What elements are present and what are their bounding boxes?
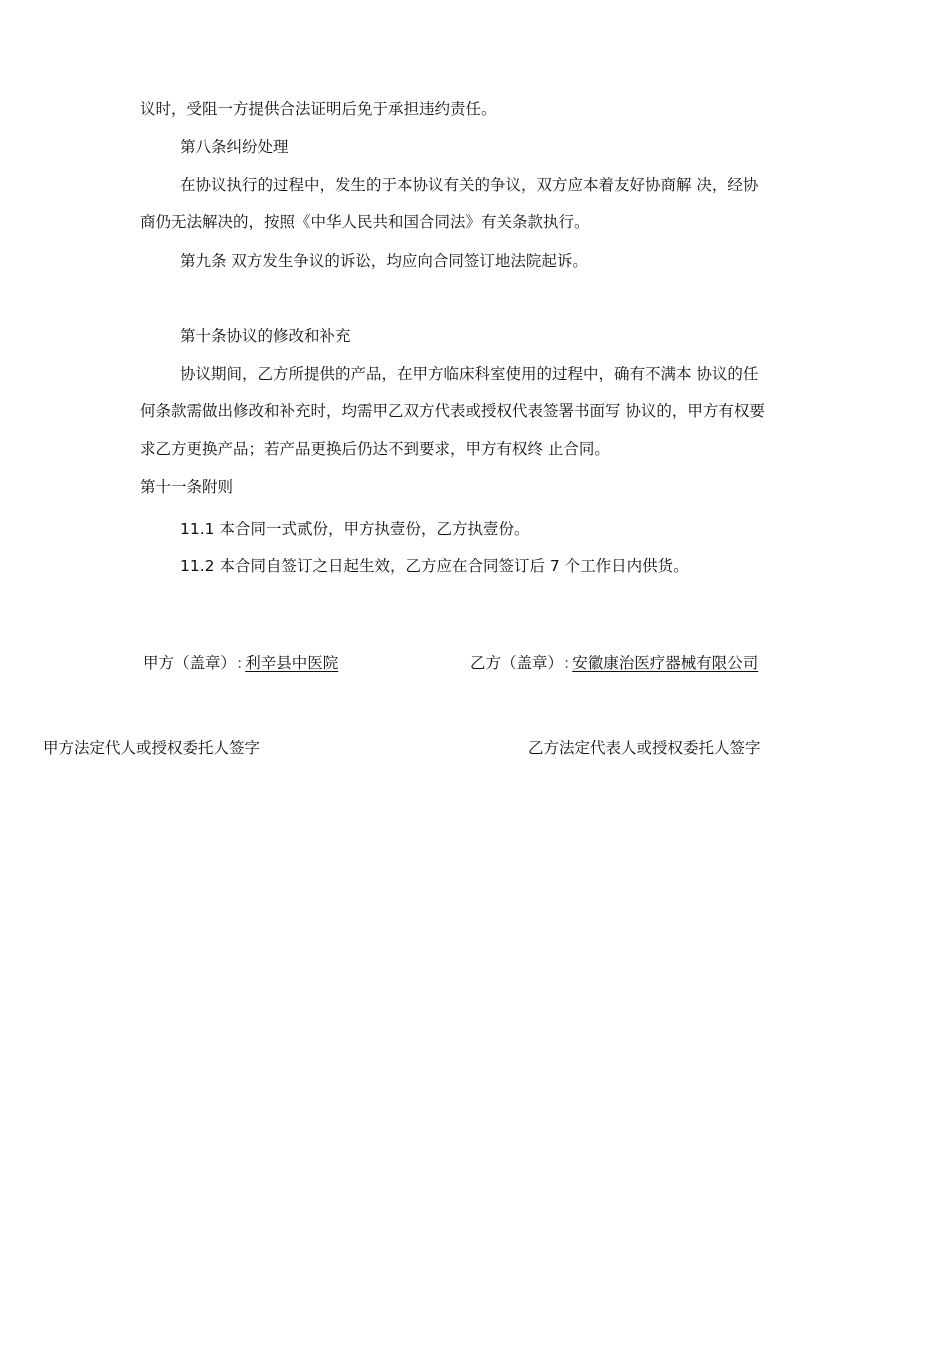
paragraph-continuation: 议时，受阻一方提供合法证明后免于承担违约责任。 [140,100,497,118]
party-a-name: 利辛县中医院 [245,654,339,672]
party-b-signature-label: 乙方法定代表人或授权委托人签字 [528,739,761,757]
party-a-seal-label: 甲方（盖章） [143,654,237,672]
article-10-paragraph-line-1: 协议期间，乙方所提供的产品，在甲方临床科室使用的过程中，确有不满本 协议的任 [180,365,759,383]
article-11-title: 第十一条附则 [140,478,234,496]
article-8-paragraph-line-2: 商仍无法解决的，按照《中华人民共和国合同法》有关条款执行。 [140,213,590,231]
colon-separator: : [564,654,570,672]
article-9: 第九条 双方发生争议的诉讼，均应向合同签订地法院起诉。 [180,252,588,270]
article-8-paragraph-line-1: 在协议执行的过程中，发生的于本协议有关的争议，双方应本着友好协商解 决，经协 [180,176,759,194]
party-a-seal-line [143,653,338,673]
party-a-signature-label: 甲方法定代人或授权委托人签字 [43,739,261,757]
article-10-paragraph-line-2: 何条款需做出修改和补充时，均需甲乙双方代表或授权代表签署书面写 协议的，甲方有权要 [140,402,765,420]
article-11-clause-2: 11.2 本合同自签订之日起生效，乙方应在合同签订后 7 个工作日内供货。 [180,557,689,575]
party-b-name: 安徽康治医疗器械有限公司 [572,654,759,672]
article-11-clause-1: 11.1 本合同一式贰份，甲方执壹份，乙方执壹份。 [180,520,530,538]
party-b-seal-line [470,653,758,673]
article-10-title: 第十条协议的修改和补充 [180,327,351,345]
article-10-paragraph-line-3: 求乙方更换产品；若产品更换后仍达不到要求，甲方有权终 止合同。 [140,440,610,458]
party-b-seal-label: 乙方（盖章） [470,654,564,672]
colon-separator: : [237,654,243,672]
article-8-title: 第八条纠纷处理 [180,138,289,156]
